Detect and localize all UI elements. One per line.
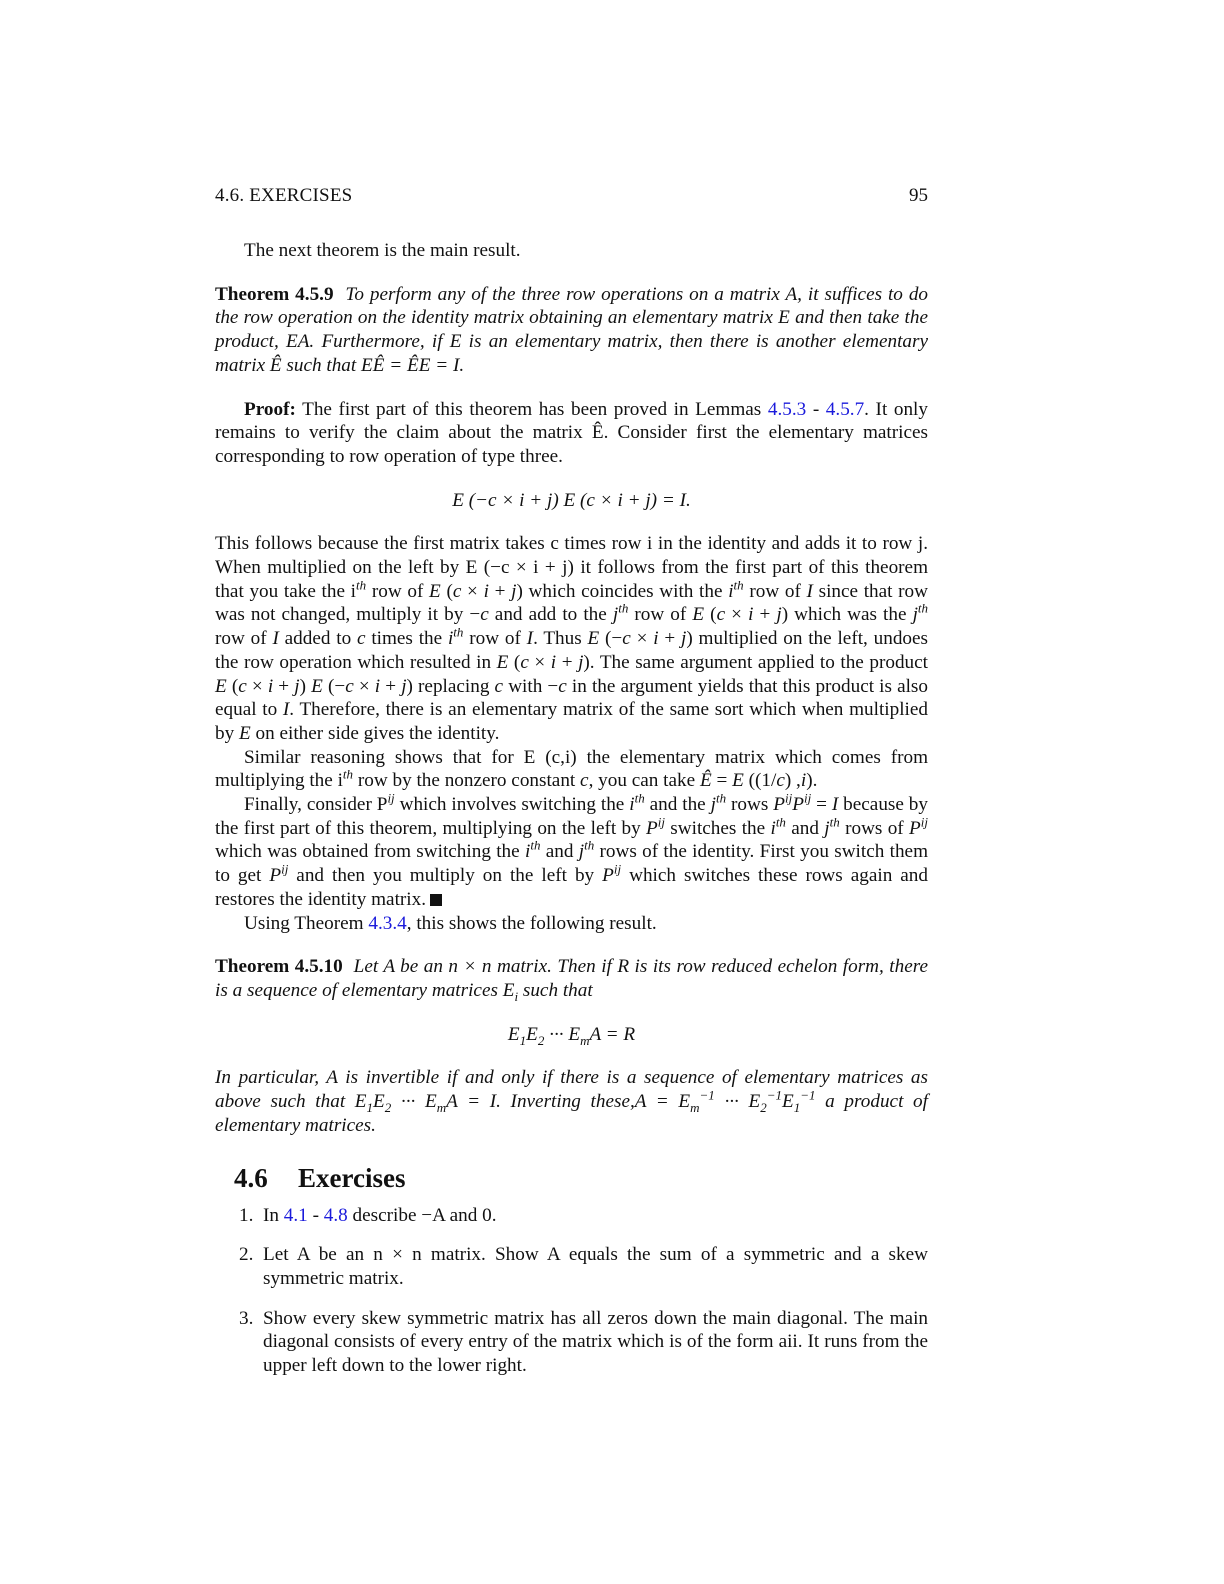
section-heading bbox=[215, 1160, 928, 1196]
section-title: Exercises bbox=[298, 1162, 406, 1193]
theorem-4-5-9 bbox=[215, 283, 928, 378]
theorem-conclusion: In particular, A is invertible if and only if there is a sequence of elementary matrices as above such that $E_1E_2$ ··· $E_mA = I$. Inverting these,A = $E_m^{-1}$ ··· $E_2^{-1}E_1^{-1}$ a product of elementary matrices. bbox=[215, 1067, 928, 1136]
intro-text: The next theorem is the main result. bbox=[244, 240, 521, 261]
display-equation-2: $E_1E_2$ ··· $E_mA = R$ bbox=[507, 1023, 636, 1048]
example-link-4-1[interactable]: 4.1 bbox=[283, 1204, 308, 1226]
lemma-link-4-5-7[interactable]: 4.5.7 bbox=[825, 398, 865, 420]
theorem-label: Theorem 4.5.9 bbox=[215, 283, 334, 305]
example-link-4-8[interactable]: 4.8 bbox=[323, 1204, 348, 1226]
proof-paragraph-3: Similar reasoning shows that for E (c,i) the elementary matrix which comes from multiplying the $i^{th}$ row by the nonzero constant c, you can take Ê = E ((1/c) ,i). bbox=[215, 746, 928, 792]
theorem-4-5-10: Theorem 4.5.10 Let A be an n × n matrix. Then if R is its row reduced echelon form, there is a sequence of elementary matrices $E_i$ such that bbox=[215, 956, 929, 1004]
lemma-link-4-5-3[interactable]: 4.5.3 bbox=[767, 398, 807, 420]
proof-paragraph-2: This follows because the first matrix takes c times row i in the identity and adds it to row j. When multiplied on the left by E (−c × i + j) it follows from the first part of this theorem that you take the $i^{th}$ row of E (c × i + j) which coincides with the $i^{th}$ row of I since that row was not changed, multiply it by −c and add to the $j^{th}$ row of E (c × i + j) which was the $j^{th}$ row of I added to c times the $i^{th}$ row of I. Thus E (−c × i + j) multiplied on the left, undoes the row operation which resulted in E (c × i + j). The same argument applied to the product E (c × i + j) E (−c × i + j) replacing c with −c in the argument yields that this product is also equal to I. Therefore, there is an elementary matrix of the same sort which when multiplied by E on either side gives the identity. bbox=[215, 533, 929, 744]
list-item: 3. Show every skew symmetric matrix has all zeros down the main diagonal. The main diagonal consists of every entry of the matrix which is of the form aii. It runs from the upper left down to the lower right. bbox=[239, 1307, 928, 1377]
theorem-label: Theorem 4.5.10 bbox=[215, 956, 343, 978]
section-header: 4.6. EXERCISES bbox=[215, 185, 353, 206]
page-number: 95 bbox=[909, 185, 928, 206]
document-page bbox=[215, 180, 928, 1378]
running-header bbox=[215, 180, 928, 210]
list-item: 1. In 4.1 - 4.8 describe −A and 0. bbox=[239, 1204, 497, 1226]
list-item: 2. Let A be an n × n matrix. Show A equals the sum of a symmetric and a skew symmetric matrix. bbox=[239, 1244, 928, 1289]
theorem-link-4-3-4[interactable]: 4.3.4 bbox=[368, 912, 407, 934]
theorem-statement: Let A be an n × n matrix. Then if R is its row reduced echelon form, there is a sequence of elementary matrices E bbox=[215, 956, 929, 1001]
section-number: 4.6 bbox=[234, 1162, 268, 1193]
proof-label: Proof: bbox=[244, 398, 296, 420]
qed-square-icon bbox=[430, 894, 442, 906]
display-equation-1: E (−c × i + j) E (c × i + j) = I. bbox=[452, 489, 691, 511]
proof-paragraph-1: Proof: The first part of this theorem has been proved in Lemmas 4.5.3 - 4.5.7. It only remains to verify the claim about the matrix Ê. Consider first the elementary matrices corresponding to row operation of type three. bbox=[215, 398, 928, 467]
theorem-statement: To perform any of the three row operations on a matrix A, it suffices to do the row operation on the identity matrix obtaining an elementary matrix E and then take the product, EA. Furthermore, if E is an elementary matrix, then there is another elementary matrix Ê such that EÊ = ÊE = I. bbox=[215, 283, 929, 376]
exercise-list bbox=[215, 1204, 928, 1378]
using-theorem-text: Using Theorem 4.3.4, this shows the following result. bbox=[244, 912, 657, 934]
proof-paragraph-4: Finally, consider $P^{ij}$ which involves switching the $i^{th}$ and the $j^{th}$ rows $P^{ij}P^{ij} = I$ because by the first part of this theorem, multiplying on the left by $P^{ij}$ switches the $i^{th}$ and $j^{th}$ rows of $P^{ij}$ which was obtained from switching the $i^{th}$ and $j^{th}$ rows of the identity. First you switch them to get $P^{ij}$ and then you multiply on the left by $P^{ij}$ which switches these rows again and restores the identity matrix. bbox=[215, 790, 928, 910]
